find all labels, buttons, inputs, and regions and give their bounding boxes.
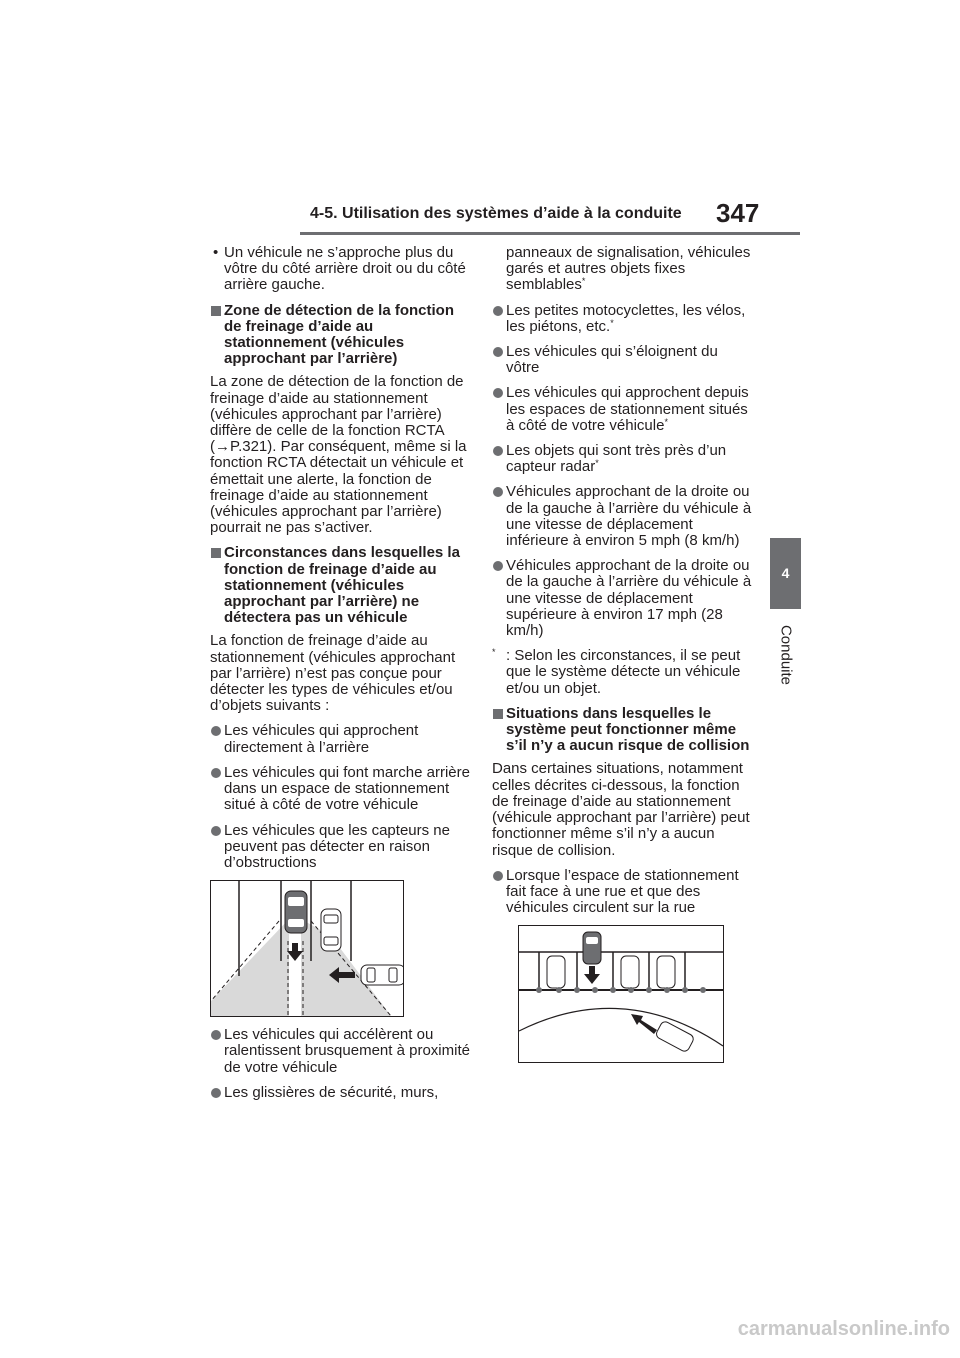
footnote-star: * <box>492 647 496 658</box>
right-column <box>492 245 752 1073</box>
list-item <box>492 344 752 376</box>
list-item: Les véhicules qui accélèrent ou ralentissent brusquement à proximité de votre véhicule <box>210 1027 472 1076</box>
arrow-up-left-icon <box>631 1014 657 1034</box>
section-title: 4-5. Utilisation des systèmes d’aide à la conduite <box>310 205 682 222</box>
header-divider <box>300 232 800 235</box>
dash-item: • Un véhicule ne s’approche plus du vôtre du côté arrière droit ou du côté arrière gauche. <box>210 245 472 294</box>
approaching-car-icon <box>655 1020 695 1053</box>
obstruction-diagram <box>210 880 404 1017</box>
chapter-tab[interactable]: 4 <box>770 538 801 609</box>
footnote-marker: * <box>581 276 586 287</box>
continued-text <box>492 245 752 294</box>
approaching-car-icon <box>361 965 404 985</box>
list-item: Les véhicules qui approchent directement à l’arrière <box>210 723 472 755</box>
parked-car-icon <box>321 909 341 951</box>
footnote-marker: * <box>595 458 599 469</box>
list-item: Les véhicules qui font marche arrière dans un espace de stationnement situé à côté de votre véhicule <box>210 765 472 814</box>
list-item <box>492 303 752 335</box>
footnote-text: : Selon les circonstances, il se peut que le système détecte un véhicule et/ou un objet. <box>506 647 741 697</box>
street-diagram <box>518 925 724 1063</box>
list-item <box>492 484 752 549</box>
list-item-text: Les véhicules qui s’éloignent du vôtre <box>506 343 718 377</box>
list-item: Les glissières de sécurité, murs, <box>210 1085 472 1101</box>
paragraph-non-detection: La fonction de freinage d’aide au stationnement (véhicules approchant par l’arrière) n’est pas conçue pour détecter les types de véhicules et/ou d’objets suivants : <box>210 632 456 715</box>
own-car-icon <box>583 932 601 964</box>
watermark: carmanualsonline.info <box>737 1318 950 1340</box>
left-column <box>210 245 472 1110</box>
list-item: Lorsque l’espace de stationnement fait face à une rue et que des véhicules circulent sur la rue <box>492 868 752 917</box>
list-item-text: Véhicules approchant de la droite ou de la gauche à l’arrière du véhicule à une vitesse de déplacement inférieure à environ 5 mph (8 km/h) <box>506 483 752 550</box>
detection-zone-left <box>211 919 289 1016</box>
chapter-label <box>762 615 810 695</box>
arrow-down-icon <box>584 966 600 984</box>
list-item <box>492 558 752 639</box>
arrow-down-icon <box>287 943 303 961</box>
parked-car-icon <box>547 956 675 988</box>
list-item <box>492 385 752 434</box>
footnote-marker: * <box>610 317 614 328</box>
paragraph-false-activation: Dans certaines situations, notamment celles décrites ci-dessous, la fonction de freinage d’aide au stationnement (véhicule approchant par l’arrière) peut fonctionner même s’il n’y a aucun risque de collision. <box>492 760 750 859</box>
list-item: Les véhicules que les capteurs ne peuvent pas détecter en raison d’obstructions <box>210 823 472 872</box>
continued-text-body: panneaux de signalisation, véhicules garés et autres objets fixes semblables <box>506 244 751 294</box>
list-item-text: Les petites motocyclettes, les vélos, les piétons, etc. <box>506 301 746 335</box>
paragraph-detection-zone: La zone de détection de la fonction de freinage d’aide au stationnement (véhicules approchant par l’arrière) diffère de celle de la fonction RCTA (→P.321). Par conséquent, même si la fonction RCTA détectait un véhicule et émettait une alerte, la fonction de freinage d’aide au stationnement (véhicules approchant par l’arrière) pourrait ne pas s’activer. <box>210 373 467 537</box>
heading-non-detection: Circonstances dans lesquelles la fonction de freinage d’aide au stationnement (véhicules approchant par l’arrière) ne détectera pas un véhicule <box>210 545 472 626</box>
footnote <box>492 648 752 697</box>
list-item-text: Véhicules approchant de la droite ou de la gauche à l’arrière du véhicule à une vitesse de déplacement supérieure à environ 17 mph (28 km/h) <box>506 557 752 640</box>
chapter-label-text: Conduite <box>777 624 795 686</box>
own-car-icon <box>285 891 307 933</box>
footnote-marker: * <box>664 416 668 427</box>
list-item-text: Les objets qui sont très près d’un capteur radar <box>506 442 727 476</box>
heading-false-activation: Situations dans lesquelles le système peut fonctionner même s’il n’y a aucun risque de collision <box>492 706 752 755</box>
list-item <box>492 443 752 475</box>
page-number: 347 <box>716 198 760 228</box>
list-item-text: Les véhicules qui approchent depuis les espaces de stationnement situés à côté de votre véhicule <box>506 384 749 434</box>
heading-detection-zone: Zone de détection de la fonction de freinage d’aide au stationnement (véhicules approchant par l’arrière) <box>210 303 472 368</box>
